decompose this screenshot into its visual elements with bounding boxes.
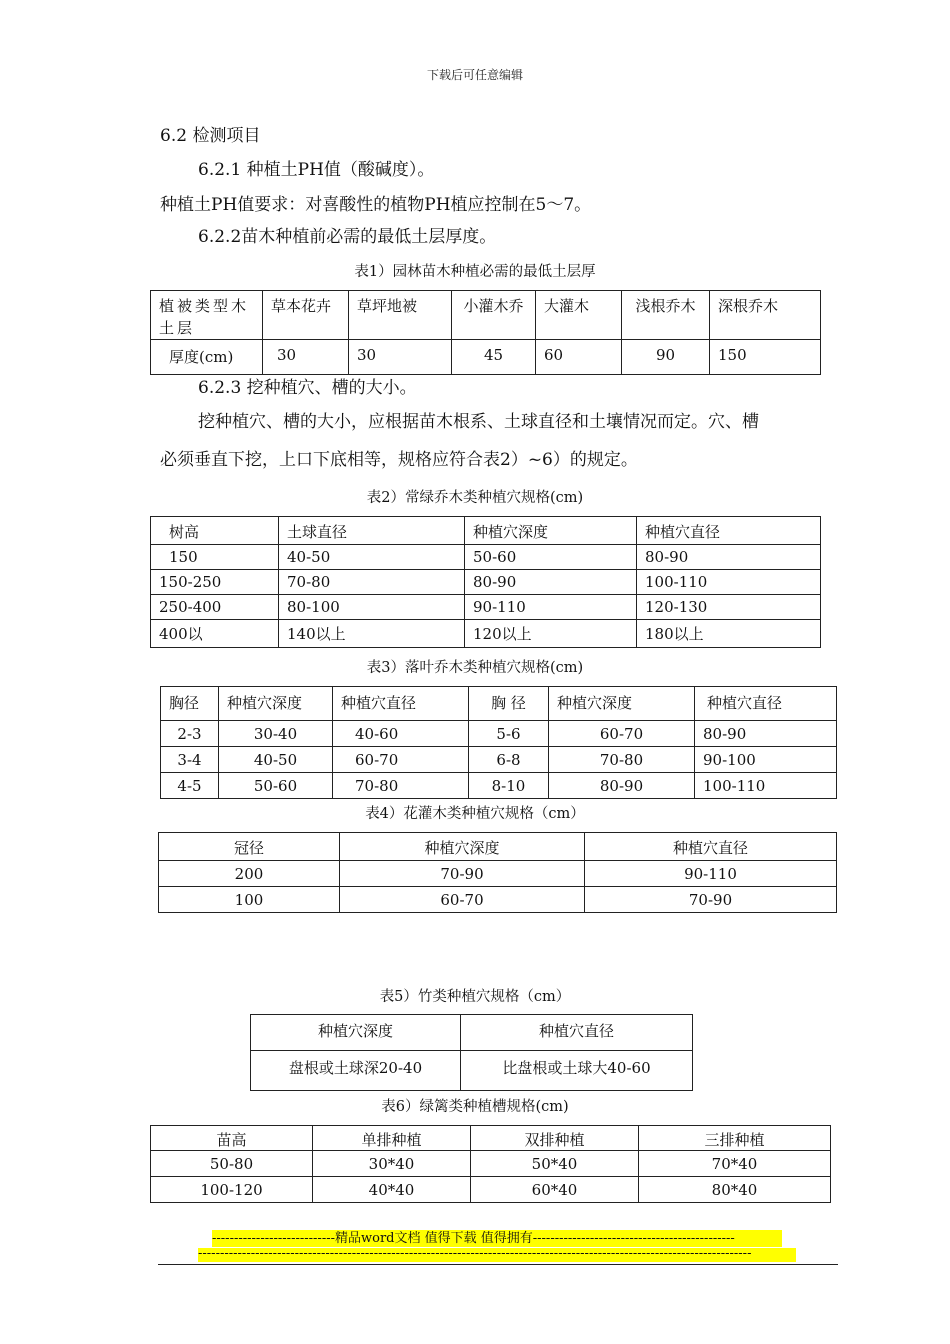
table2-cell: 180以上 — [637, 620, 821, 648]
table3-header-cell: 种植穴深度 — [219, 687, 333, 721]
table6-cell: 30*40 — [313, 1151, 471, 1177]
table1-header-cell: 植被类型木土层 — [151, 291, 263, 340]
section-heading-6-2-2: 6.2.2苗木种植前必需的最低土层厚度。 — [198, 227, 497, 247]
table3-cell: 30-40 — [219, 721, 333, 747]
table1-header-row — [151, 291, 821, 340]
table3-cell: 70-80 — [549, 747, 695, 773]
table3-cell: 5-6 — [469, 721, 549, 747]
table2-cell: 150 — [151, 545, 279, 570]
table1-header-cell: 大灌木 — [536, 291, 622, 340]
table3-row — [161, 747, 837, 773]
table3-cell: 2-3 — [161, 721, 219, 747]
table3-cell: 4-5 — [161, 773, 219, 799]
table1-header-cell: 深根乔木 — [710, 291, 821, 340]
table1-cell: 厚度(cm) — [151, 340, 263, 375]
body-text-line-2: 必须垂直下挖，上口下底相等，规格应符合表2）~6）的规定。 — [160, 450, 638, 470]
table2-header-cell: 种植穴直径 — [637, 517, 821, 545]
table4 — [158, 832, 837, 913]
table4-cell: 70-90 — [340, 861, 585, 887]
table4-header-cell: 种植穴直径 — [585, 833, 837, 861]
table6-cell: 100-120 — [151, 1177, 313, 1203]
table2-cell: 100-110 — [637, 570, 821, 595]
table1-header-cell: 浅根乔木 — [622, 291, 710, 340]
table5-header-cell: 种植穴深度 — [251, 1015, 461, 1051]
section-heading-6-2: 6.2 检测项目 — [160, 126, 261, 146]
table2-header-cell: 种植穴深度 — [465, 517, 637, 545]
table3 — [160, 686, 837, 799]
table3-cell: 80-90 — [695, 721, 837, 747]
table4-header-cell: 冠径 — [159, 833, 340, 861]
table6-caption: 表6）绿篱类种植槽规格(cm) — [381, 1099, 569, 1115]
table3-cell: 60-70 — [549, 721, 695, 747]
table2-caption: 表2）常绿乔木类种植穴规格(cm) — [366, 490, 584, 506]
table5 — [250, 1014, 693, 1091]
table6-row — [151, 1177, 831, 1203]
table2-row — [151, 570, 821, 595]
table2-cell: 150-250 — [151, 570, 279, 595]
table1-header-cell: 小灌木乔 — [452, 291, 536, 340]
table2-cell: 400以 — [151, 620, 279, 648]
table2 — [150, 516, 821, 648]
table6-header-cell: 双排种植 — [471, 1126, 639, 1151]
table3-cell: 50-60 — [219, 773, 333, 799]
table2-cell: 50-60 — [465, 545, 637, 570]
table2-header-cell: 土球直径 — [279, 517, 465, 545]
table4-cell: 90-110 — [585, 861, 837, 887]
table6-header-cell: 单排种植 — [313, 1126, 471, 1151]
table1-cell: 90 — [622, 340, 710, 375]
table3-cell: 70-80 — [333, 773, 469, 799]
table2-row — [151, 545, 821, 570]
table6-cell: 70*40 — [639, 1151, 831, 1177]
footer-banner: ----------------------------精品word文档 值得下载 值得拥有---------------------------------------------- — [212, 1230, 782, 1247]
table4-cell: 200 — [159, 861, 340, 887]
table2-cell: 80-100 — [279, 595, 465, 620]
table2-row — [151, 620, 821, 648]
table2-cell: 80-90 — [465, 570, 637, 595]
table2-cell: 120以上 — [465, 620, 637, 648]
table2-cell: 90-110 — [465, 595, 637, 620]
table3-header-cell: 种植穴直径 — [695, 687, 837, 721]
table3-caption: 表3）落叶乔木类种植穴规格(cm) — [366, 660, 584, 676]
table1-cell: 30 — [349, 340, 452, 375]
table6 — [150, 1125, 831, 1203]
table6-cell: 80*40 — [639, 1177, 831, 1203]
table2-cell: 40-50 — [279, 545, 465, 570]
table3-header-cell: 种植穴直径 — [333, 687, 469, 721]
table6-header-cell: 苗高 — [151, 1126, 313, 1151]
table5-header-cell: 种植穴直径 — [461, 1015, 693, 1051]
table3-header-row — [161, 687, 837, 721]
table2-cell: 140以上 — [279, 620, 465, 648]
table2-header-cell: 树高 — [151, 517, 279, 545]
table5-row — [251, 1051, 693, 1091]
table3-cell: 40-60 — [333, 721, 469, 747]
section-heading-6-2-1: 6.2.1 种植土PH值（酸碱度）。 — [198, 160, 435, 180]
table1-cell: 60 — [536, 340, 622, 375]
table3-cell: 90-100 — [695, 747, 837, 773]
table4-cell: 100 — [159, 887, 340, 913]
table6-cell: 50*40 — [471, 1151, 639, 1177]
table3-header-cell: 种植穴深度 — [549, 687, 695, 721]
table1-cell: 30 — [263, 340, 349, 375]
table4-header-row — [159, 833, 837, 861]
table6-cell: 50-80 — [151, 1151, 313, 1177]
page-header: 下载后可任意编辑 — [426, 68, 523, 82]
table2-header-row — [151, 517, 821, 545]
body-text-line-1: 挖种植穴、槽的大小，应根据苗木根系、土球直径和土壤情况而定。穴、槽 — [198, 412, 759, 432]
section-heading-6-2-3: 6.2.3 挖种植穴、槽的大小。 — [198, 378, 417, 398]
table6-cell: 60*40 — [471, 1177, 639, 1203]
table5-cell: 比盘根或土球大40-60 — [461, 1051, 693, 1091]
table3-cell: 6-8 — [469, 747, 549, 773]
table3-row — [161, 773, 837, 799]
table6-header-row — [151, 1126, 831, 1151]
footer-dash-line: ------------------------------------------------------------------------------------------------------------------------------ — [198, 1248, 796, 1262]
table3-cell: 40-50 — [219, 747, 333, 773]
table4-caption: 表4）花灌木类种植穴规格（cm） — [365, 806, 585, 822]
table6-header-cell: 三排种植 — [639, 1126, 831, 1151]
table1-cell: 150 — [710, 340, 821, 375]
table1-header-cell: 草坪地被 — [349, 291, 452, 340]
ph-requirement-text: 种植土PH值要求：对喜酸性的植物PH植应控制在5～7。 — [160, 195, 592, 215]
table2-cell: 80-90 — [637, 545, 821, 570]
table1-header-cell: 草本花卉 — [263, 291, 349, 340]
table5-caption: 表5）竹类种植穴规格（cm） — [379, 989, 571, 1005]
table3-cell: 80-90 — [549, 773, 695, 799]
table1-row — [151, 340, 821, 375]
table3-cell: 60-70 — [333, 747, 469, 773]
table2-row — [151, 595, 821, 620]
table3-header-cell: 胸 径 — [469, 687, 549, 721]
table2-cell: 250-400 — [151, 595, 279, 620]
table4-row — [159, 861, 837, 887]
table4-cell: 70-90 — [585, 887, 837, 913]
table4-row — [159, 887, 837, 913]
table3-cell: 100-110 — [695, 773, 837, 799]
table3-cell: 3-4 — [161, 747, 219, 773]
table2-cell: 70-80 — [279, 570, 465, 595]
table6-row — [151, 1151, 831, 1177]
footer-rule — [158, 1264, 838, 1265]
table5-cell: 盘根或土球深20-40 — [251, 1051, 461, 1091]
table4-cell: 60-70 — [340, 887, 585, 913]
table6-cell: 40*40 — [313, 1177, 471, 1203]
table1-cell: 45 — [452, 340, 536, 375]
table3-cell: 8-10 — [469, 773, 549, 799]
table4-header-cell: 种植穴深度 — [340, 833, 585, 861]
table5-header-row — [251, 1015, 693, 1051]
table1 — [150, 290, 821, 375]
table1-caption: 表1）园林苗木种植必需的最低土层厚 — [354, 264, 596, 280]
table2-cell: 120-130 — [637, 595, 821, 620]
table3-row — [161, 721, 837, 747]
table3-header-cell: 胸径 — [161, 687, 219, 721]
